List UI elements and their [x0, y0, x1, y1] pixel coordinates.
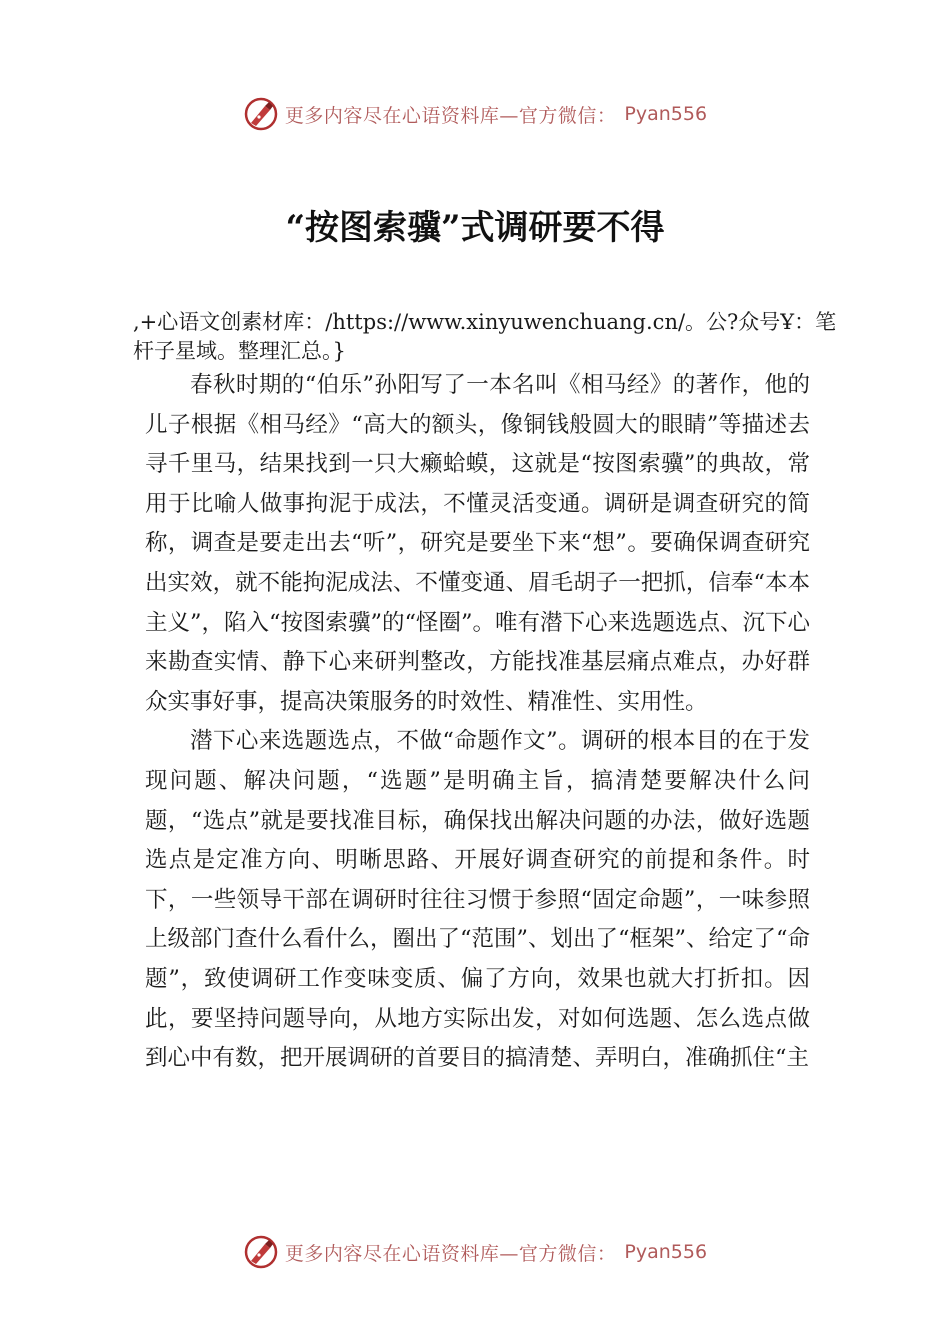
- banner-wechat-id: Pyan556: [624, 1241, 708, 1263]
- pen-nib-logo-icon: [243, 1234, 279, 1270]
- banner-text: 更多内容尽在心语资料库—官方微信：: [284, 104, 617, 127]
- banner-wechat-id: Pyan556: [624, 103, 708, 125]
- pen-nib-logo-icon: [243, 96, 279, 132]
- source-note: ,+心语文创素材库：/https://www.xinyuwenchuang.cn/。公?众号Ұ：笔杆子星域。整理汇总。}: [133, 310, 837, 363]
- paragraph: 潜下心来选题选点，不做“命题作文”。调研的根本目的在于发现问题、解决问题，“选题”是明确主旨，搞清楚要解决什么问题，“选点”就是要找准目标，确保找出解决问题的办法，做好选题选点是定准方向、明晰思路、开展好调查研究的前提和条件。时下，一些领导干部在调研时往往习惯于参照“固定命题”，一味参照上级部门查什么看什么，圈出了“范围”、划出了“框架”、给定了“命题”，致使调研工作变味变质、偏了方向，效果也就大打折扣。因此，要坚持问题导向，从地方实际出发，对如何选题、怎么选点做到心中有数，把开展调研的首要目的搞清楚、弄明白，准确抓住“主: [145, 728, 811, 1072]
- document-body: [145, 366, 810, 1079]
- document-title: “按图索骥”式调研要不得: [285, 208, 665, 248]
- paragraph: 春秋时期的“伯乐”孙阳写了一本名叫《相马经》的著作，他的儿子根据《相马经》“高大的额头，像铜钱般圆大的眼睛”等描述去寻千里马，结果找到一只大癞蛤蟆，这就是“按图索骥”的典故，常用于比喻人做事拘泥于成法，不懂灵活变通。调研是调查研究的简称，调查是要走出去“听”，研究是要坐下来“想”。要确保调查研究出实效，就不能拘泥成法、不懂变通、眉毛胡子一把抓，信奉“本本主义”，陷入“按图索骥”的“怪圈”。唯有潜下心来选题选点、沉下心来勘查实情、静下心来研判整改，方能找准基层痛点难点，办好群众实事好事，提高决策服务的时效性、精准性、实用性。: [145, 372, 811, 715]
- footer-banner: [0, 1230, 950, 1274]
- banner-text: 更多内容尽在心语资料库—官方微信：: [284, 1242, 617, 1265]
- header-banner: [0, 92, 950, 136]
